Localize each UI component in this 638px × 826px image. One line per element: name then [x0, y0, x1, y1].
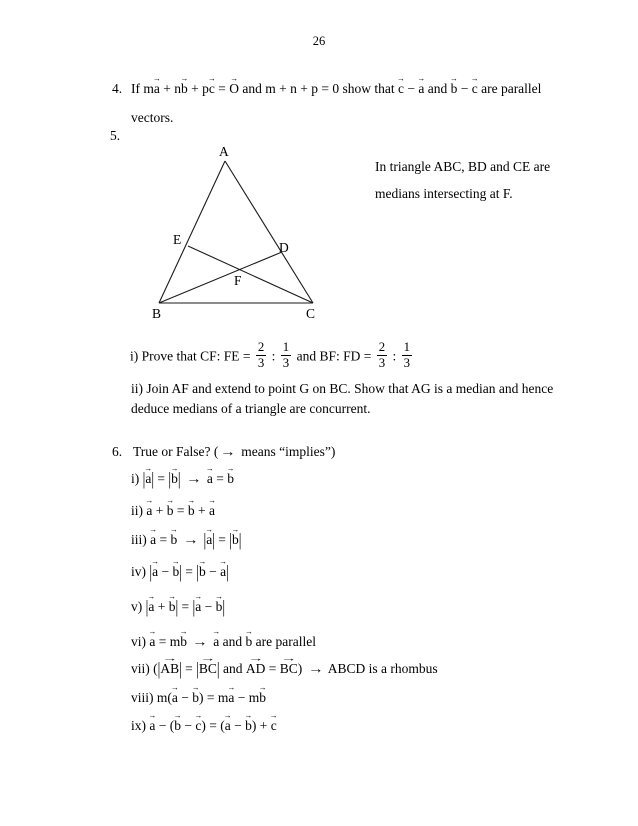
q6-item-iii: iii) → a = → b → |→ a| = |→ b|	[131, 531, 241, 548]
side-ab	[159, 161, 225, 303]
vertex-label-c: C	[306, 306, 316, 321]
point-label-d: D	[279, 240, 289, 255]
vertex-label-b: B	[152, 306, 162, 321]
q6-item-vii: vii) (|→ AB| = |→ BC| and → AD = → BC) → ABCD is a rhombus	[131, 660, 438, 677]
point-label-f: F	[234, 273, 242, 288]
q6-number: 6.	[112, 444, 123, 459]
point-label-e: E	[173, 232, 182, 247]
median-bd	[159, 252, 282, 303]
q4-statement-line2: vectors.	[131, 110, 174, 125]
q6-item-i: i) |→ a| = |→ b| → → a = → b	[131, 470, 234, 487]
q6-item-iv: iv) |→ a − → b| = |→ b − → a|	[131, 563, 229, 580]
q6-item-vi: vi) → a = m→ b → → a and → b are parallel	[131, 633, 316, 650]
q6-item-v: v) |→ a + → b| = |→ a − → b|	[131, 598, 225, 615]
vertex-label-a: A	[219, 144, 229, 159]
q5-part-i: i) Prove that CF: FE = $\frac{2}{3}$ : $\frac{1}{3}$ and BF: FD = $\frac{2}{3}$ : $\frac{1}{3}$	[130, 340, 411, 370]
q5-number: 5.	[110, 128, 121, 143]
q5-part-ii-line2: deduce medians of a triangle are concurrent.	[131, 401, 371, 416]
q4-number: 4.	[112, 81, 123, 96]
triangle-diagram	[140, 140, 330, 325]
q6-item-viii: viii) m(→ a − → b) = m→ a − m→ b	[131, 689, 266, 706]
q4-statement-line1: If m→ a + n→ b + p→ c = → O and m + n + p = 0 show that → c − → a and → b − → c are parallel	[131, 80, 541, 97]
q5-part-ii-line1: ii) Join AF and extend to point G on BC. Show that AG is a median and hence	[131, 381, 554, 396]
page-number: 26	[312, 34, 326, 48]
median-ce	[188, 246, 313, 303]
q5-description-line1: In triangle ABC, BD and CE are	[375, 159, 551, 174]
q6-item-ix: ix) → a − (→ b − → c) = (→ a − → b) + → c	[131, 717, 277, 734]
triangle-figure	[140, 140, 330, 325]
q6-header: True or False? ( → means “implies”)	[133, 444, 336, 459]
q5-description-line2: medians intersecting at F.	[375, 186, 513, 201]
q6-item-ii: ii) → a + → b = → b + → a	[131, 502, 215, 519]
